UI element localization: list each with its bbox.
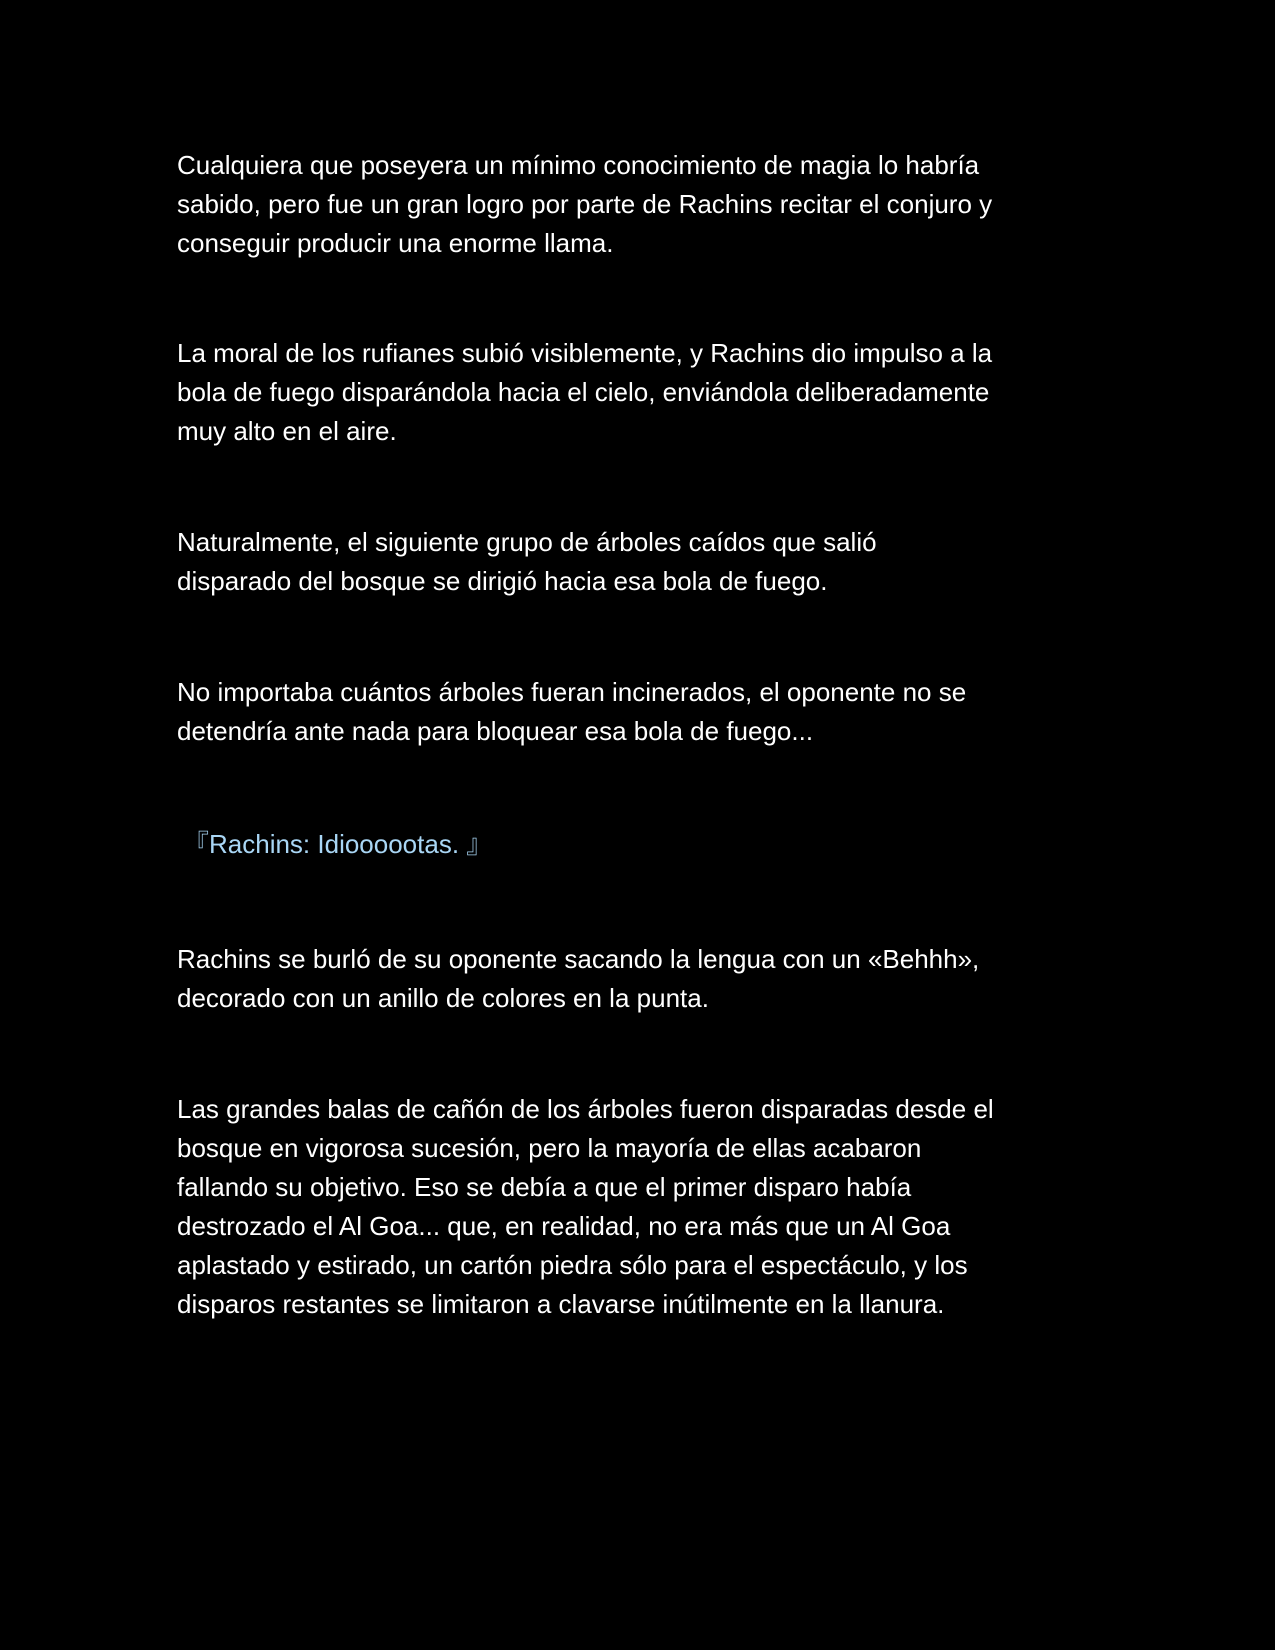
paragraph-6: Las grandes balas de cañón de los árboles fueron disparadas desde el bosque en vigorosa sucesión, pero la mayoría de ellas acabaron fallando su objetivo. Eso se debía a que el primer disparo había destrozado el Al Goa... que, en realidad, no era más que un Al Goa aplastado y estirado, un cartón piedra sólo para el espectáculo, y los disparos restantes se limitaron a clavarse inútilmente en la llanura. [177, 1094, 994, 1319]
paragraph-4: No importaba cuántos árboles fueran incinerados, el oponente no se detendría ante nada para bloquear esa bola de fuego... [177, 677, 967, 746]
paragraph-5: Rachins se burló de su oponente sacando la lengua con un «Behhh», decorado con un anillo de colores en la punta. [177, 944, 980, 1013]
paragraph-2: La moral de los rufianes subió visiblemente, y Rachins dio impulso a la bola de fuego disparándola hacia el cielo, enviándola deliberadamente muy alto en el aire. [177, 338, 993, 446]
dialogue-line: 『Rachins: Idioooootas. 』 [183, 829, 493, 859]
paragraph-3: Naturalmente, el siguiente grupo de árboles caídos que salió disparado del bosque se dirigió hacia esa bola de fuego. [177, 527, 877, 596]
paragraph-1: Cualquiera que poseyera un mínimo conocimiento de magia lo habría sabido, pero fue un gran logro por parte de Rachins recitar el conjuro y conseguir producir una enorme llama. [177, 150, 993, 258]
